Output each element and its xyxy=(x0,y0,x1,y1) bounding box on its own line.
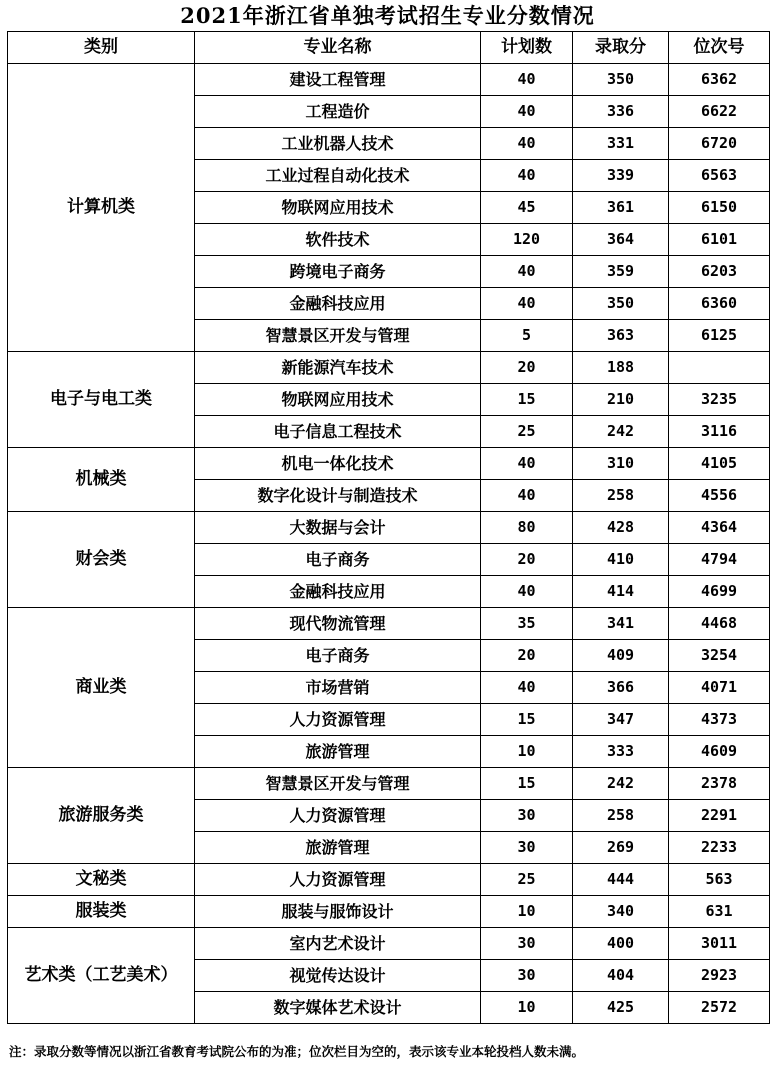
page-title: 2021年浙江省单独考试招生专业分数情况 xyxy=(180,3,595,28)
plan-cell: 30 xyxy=(481,800,573,832)
plan-cell: 15 xyxy=(481,704,573,736)
score-cell: 366 xyxy=(573,672,669,704)
rank-cell: 6720 xyxy=(669,128,770,160)
rank-cell: 6150 xyxy=(669,192,770,224)
category-cell: 财会类 xyxy=(8,512,195,608)
score-cell: 340 xyxy=(573,896,669,928)
score-cell: 444 xyxy=(573,864,669,896)
score-cell: 425 xyxy=(573,992,669,1024)
plan-cell: 40 xyxy=(481,256,573,288)
major-cell: 现代物流管理 xyxy=(195,608,481,640)
major-cell: 人力资源管理 xyxy=(195,704,481,736)
rank-cell: 4468 xyxy=(669,608,770,640)
plan-cell: 20 xyxy=(481,640,573,672)
score-cell: 336 xyxy=(573,96,669,128)
score-cell: 188 xyxy=(573,352,669,384)
rank-cell: 2291 xyxy=(669,800,770,832)
header-plan: 计划数 xyxy=(481,32,573,64)
major-cell: 工程造价 xyxy=(195,96,481,128)
score-cell: 333 xyxy=(573,736,669,768)
rank-cell: 2923 xyxy=(669,960,770,992)
score-cell: 363 xyxy=(573,320,669,352)
plan-cell: 40 xyxy=(481,128,573,160)
category-cell: 文秘类 xyxy=(8,864,195,896)
rank-cell: 6622 xyxy=(669,96,770,128)
score-cell: 258 xyxy=(573,480,669,512)
category-cell: 电子与电工类 xyxy=(8,352,195,448)
plan-cell: 15 xyxy=(481,768,573,800)
major-cell: 室内艺术设计 xyxy=(195,928,481,960)
plan-cell: 120 xyxy=(481,224,573,256)
header-rank: 位次号 xyxy=(669,32,770,64)
footnote: 注：录取分数等情况以浙江省教育考试院公布的为准；位次栏目为空的，表示该专业本轮投档人数未满。 xyxy=(9,1044,585,1059)
plan-cell: 40 xyxy=(481,672,573,704)
plan-cell: 20 xyxy=(481,352,573,384)
plan-cell: 40 xyxy=(481,96,573,128)
plan-cell: 25 xyxy=(481,864,573,896)
rank-cell: 4071 xyxy=(669,672,770,704)
score-cell: 400 xyxy=(573,928,669,960)
header-major: 专业名称 xyxy=(195,32,481,64)
major-cell: 建设工程管理 xyxy=(195,64,481,96)
score-cell: 242 xyxy=(573,416,669,448)
category-cell: 机械类 xyxy=(8,448,195,512)
header-category: 类别 xyxy=(8,32,195,64)
score-cell: 350 xyxy=(573,64,669,96)
score-cell: 341 xyxy=(573,608,669,640)
table-row xyxy=(8,864,770,896)
score-cell: 404 xyxy=(573,960,669,992)
plan-cell: 40 xyxy=(481,448,573,480)
rank-cell: 4364 xyxy=(669,512,770,544)
table-row xyxy=(8,608,770,640)
score-cell: 339 xyxy=(573,160,669,192)
table-row xyxy=(8,896,770,928)
major-cell: 物联网应用技术 xyxy=(195,384,481,416)
rank-cell: 2233 xyxy=(669,832,770,864)
major-cell: 人力资源管理 xyxy=(195,800,481,832)
score-cell: 242 xyxy=(573,768,669,800)
rank-cell: 6125 xyxy=(669,320,770,352)
rank-cell: 2572 xyxy=(669,992,770,1024)
major-cell: 工业机器人技术 xyxy=(195,128,481,160)
score-cell: 409 xyxy=(573,640,669,672)
rank-cell: 3254 xyxy=(669,640,770,672)
score-cell: 258 xyxy=(573,800,669,832)
header-score: 录取分 xyxy=(573,32,669,64)
major-cell: 智慧景区开发与管理 xyxy=(195,320,481,352)
category-cell: 旅游服务类 xyxy=(8,768,195,864)
major-cell: 物联网应用技术 xyxy=(195,192,481,224)
rank-cell: 3235 xyxy=(669,384,770,416)
major-cell: 数字媒体艺术设计 xyxy=(195,992,481,1024)
category-cell: 服装类 xyxy=(8,896,195,928)
plan-cell: 40 xyxy=(481,576,573,608)
plan-cell: 30 xyxy=(481,928,573,960)
category-cell: 艺术类（工艺美术） xyxy=(8,928,195,1024)
major-cell: 视觉传达设计 xyxy=(195,960,481,992)
plan-cell: 20 xyxy=(481,544,573,576)
major-cell: 软件技术 xyxy=(195,224,481,256)
score-cell: 310 xyxy=(573,448,669,480)
major-cell: 智慧景区开发与管理 xyxy=(195,768,481,800)
major-cell: 电子商务 xyxy=(195,640,481,672)
rank-cell: 6563 xyxy=(669,160,770,192)
major-cell: 人力资源管理 xyxy=(195,864,481,896)
rank-cell: 631 xyxy=(669,896,770,928)
table-row xyxy=(8,448,770,480)
table-row xyxy=(8,768,770,800)
plan-cell: 40 xyxy=(481,288,573,320)
major-cell: 大数据与会计 xyxy=(195,512,481,544)
major-cell: 新能源汽车技术 xyxy=(195,352,481,384)
rank-cell: 6101 xyxy=(669,224,770,256)
rank-cell: 6203 xyxy=(669,256,770,288)
rank-cell: 6360 xyxy=(669,288,770,320)
rank-cell: 6362 xyxy=(669,64,770,96)
plan-cell: 30 xyxy=(481,960,573,992)
rank-cell: 3011 xyxy=(669,928,770,960)
rank-cell xyxy=(669,352,770,384)
table-row xyxy=(8,928,770,960)
admission-score-table xyxy=(7,31,770,1024)
score-cell: 361 xyxy=(573,192,669,224)
rank-cell: 4699 xyxy=(669,576,770,608)
plan-cell: 30 xyxy=(481,832,573,864)
major-cell: 市场营销 xyxy=(195,672,481,704)
plan-cell: 10 xyxy=(481,896,573,928)
table-row xyxy=(8,64,770,96)
score-cell: 414 xyxy=(573,576,669,608)
rank-cell: 4556 xyxy=(669,480,770,512)
category-cell: 商业类 xyxy=(8,608,195,768)
major-cell: 数字化设计与制造技术 xyxy=(195,480,481,512)
major-cell: 电子商务 xyxy=(195,544,481,576)
score-cell: 347 xyxy=(573,704,669,736)
major-cell: 旅游管理 xyxy=(195,832,481,864)
plan-cell: 40 xyxy=(481,160,573,192)
plan-cell: 40 xyxy=(481,64,573,96)
score-cell: 364 xyxy=(573,224,669,256)
rank-cell: 4373 xyxy=(669,704,770,736)
rank-cell: 2378 xyxy=(669,768,770,800)
score-cell: 428 xyxy=(573,512,669,544)
major-cell: 跨境电子商务 xyxy=(195,256,481,288)
plan-cell: 40 xyxy=(481,480,573,512)
rank-cell: 4105 xyxy=(669,448,770,480)
plan-cell: 35 xyxy=(481,608,573,640)
rank-cell: 4609 xyxy=(669,736,770,768)
plan-cell: 10 xyxy=(481,992,573,1024)
rank-cell: 563 xyxy=(669,864,770,896)
major-cell: 工业过程自动化技术 xyxy=(195,160,481,192)
major-cell: 机电一体化技术 xyxy=(195,448,481,480)
plan-cell: 45 xyxy=(481,192,573,224)
rank-cell: 3116 xyxy=(669,416,770,448)
score-cell: 331 xyxy=(573,128,669,160)
major-cell: 金融科技应用 xyxy=(195,576,481,608)
plan-cell: 5 xyxy=(481,320,573,352)
major-cell: 金融科技应用 xyxy=(195,288,481,320)
plan-cell: 80 xyxy=(481,512,573,544)
table-body xyxy=(8,64,770,1024)
table-header-row xyxy=(8,32,770,64)
score-cell: 269 xyxy=(573,832,669,864)
score-cell: 359 xyxy=(573,256,669,288)
rank-cell: 4794 xyxy=(669,544,770,576)
plan-cell: 15 xyxy=(481,384,573,416)
table-row xyxy=(8,512,770,544)
major-cell: 旅游管理 xyxy=(195,736,481,768)
category-cell: 计算机类 xyxy=(8,64,195,352)
major-cell: 电子信息工程技术 xyxy=(195,416,481,448)
major-cell: 服装与服饰设计 xyxy=(195,896,481,928)
table-row xyxy=(8,352,770,384)
score-cell: 410 xyxy=(573,544,669,576)
score-cell: 350 xyxy=(573,288,669,320)
plan-cell: 25 xyxy=(481,416,573,448)
plan-cell: 10 xyxy=(481,736,573,768)
score-cell: 210 xyxy=(573,384,669,416)
